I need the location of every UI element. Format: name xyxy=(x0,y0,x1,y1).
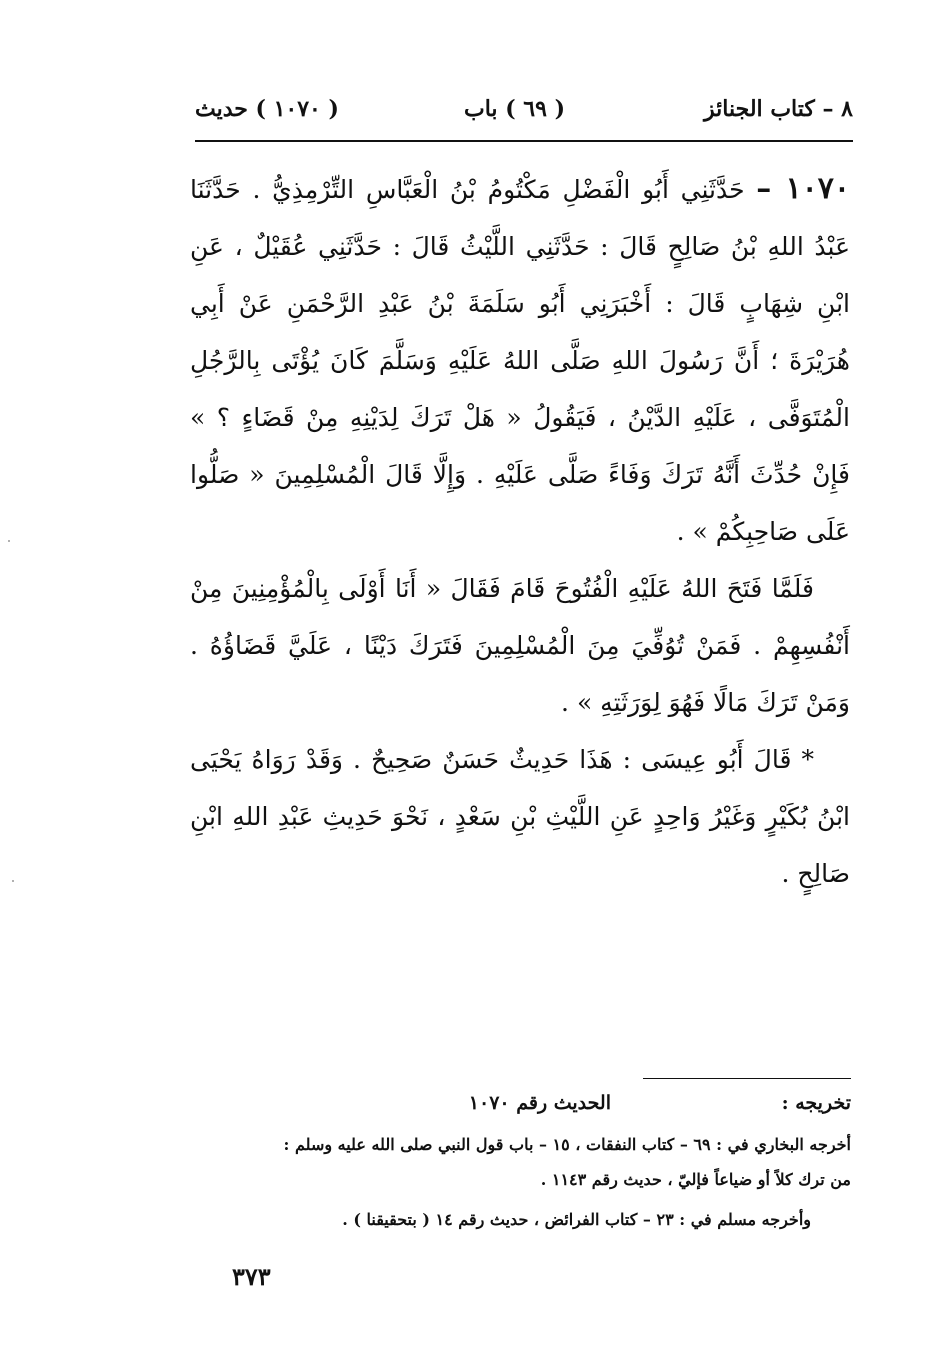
header-bab: ( ٦٩ ) باب xyxy=(464,96,565,122)
paragraph-2: فَلَمَّا فَتَحَ اللهُ عَلَيْهِ الْفُتُوحَ قَامَ فَقَالَ « أَنَا أَوْلَى بِالْمُؤْمِنِينَ مِنْ أَنْفُسِهِمْ . فَمَنْ تُوُفِّيَ مِنَ الْمُسْلِمِينَ فَتَرَكَ دَيْنًا ، عَلَيَّ قَضَاؤُهُ . وَمَنْ تَرَكَ مَالًا فَهُوَ لِوَرَثَتِهِ » . xyxy=(190,574,850,717)
footnote-heading xyxy=(190,1090,851,1126)
page-number: ٣٧٣ xyxy=(232,1262,271,1291)
paragraph-1 xyxy=(190,160,850,560)
header-rule xyxy=(195,140,853,142)
scan-speck xyxy=(8,540,10,542)
footnote-line-2: من ترك كلاً أو ضياعاً فإليّ ، حديث رقم ١١٤٣ . xyxy=(540,1170,851,1189)
running-header xyxy=(195,92,853,132)
footnote-title: الحديث رقم ١٠٧٠ xyxy=(468,1092,611,1114)
hadith-number: ١٠٧٠ – xyxy=(756,171,850,206)
footnote-line-1: أخرجه البخاري في : ٦٩ – كتاب النفقات ، ١٥ – باب قول النبي صلى الله عليه وسلم : xyxy=(283,1135,851,1154)
footnote-rule xyxy=(643,1078,851,1079)
scan-speck xyxy=(12,880,14,882)
footnote-label: تخريجه : xyxy=(781,1092,851,1114)
footnote-line-3: وأخرجه مسلم في : ٢٣ – كتاب الفرائض ، حديث رقم ١٤ ( بتحقيقنا ) . xyxy=(342,1210,811,1229)
paragraph-3: * قَالَ أَبُو عِيسَى : هَذَا حَدِيثٌ حَسَنٌ صَحِيحٌ . وَقَدْ رَوَاهُ يَحْيَى ابْنُ بُكَيْرٍ وَغَيْرُ وَاحِدٍ عَنِ اللَّيْثِ بْنِ سَعْدٍ ، نَحْوَ حَدِيثِ عَبْدِ اللهِ ابْنِ صَالِحٍ . xyxy=(190,745,850,888)
hadith-text xyxy=(190,160,850,902)
header-chapter: ٨ – كتاب الجنائز xyxy=(704,96,853,122)
header-hadith-ref: ( ١٠٧٠ ) حديث xyxy=(195,96,339,122)
paragraph-1-text: حَدَّثَنِي أَبُو الْفَضْلِ مَكْتُومُ بْنُ الْعَبَّاسِ التِّرْمِذِيُّ . حَدَّثَنَا عَبْدُ اللهِ بْنُ صَالِحٍ قَالَ : حَدَّثَنِي اللَّيْثُ قَالَ : حَدَّثَنِي عُقَيْلٌ ، عَنِ ابْنِ شِهَابٍ قَالَ : أَخْبَرَنِي أَبُو سَلَمَةَ بْنُ عَبْدِ الرَّحْمَنِ عَنْ أَبِي هُرَيْرَةَ ؛ أَنَّ رَسُولَ اللهِ صَلَّى اللهُ عَلَيْهِ وَسَلَّمَ كَانَ يُؤْتَى بِالرَّجُلِ الْمُتَوَفَّى ، عَلَيْهِ الدَّيْنُ ، فَيَقُولُ « هَلْ تَرَكَ لِدَيْنِهِ مِنْ قَضَاءٍ ؟ » فَإِنْ حُدِّثَ أَنَّهُ تَرَكَ وَفَاءً صَلَّى عَلَيْهِ . وَإِلَّا قَالَ الْمُسْلِمِينَ « صَلُّوا عَلَى صَاحِبِكُمْ » . xyxy=(190,175,850,546)
